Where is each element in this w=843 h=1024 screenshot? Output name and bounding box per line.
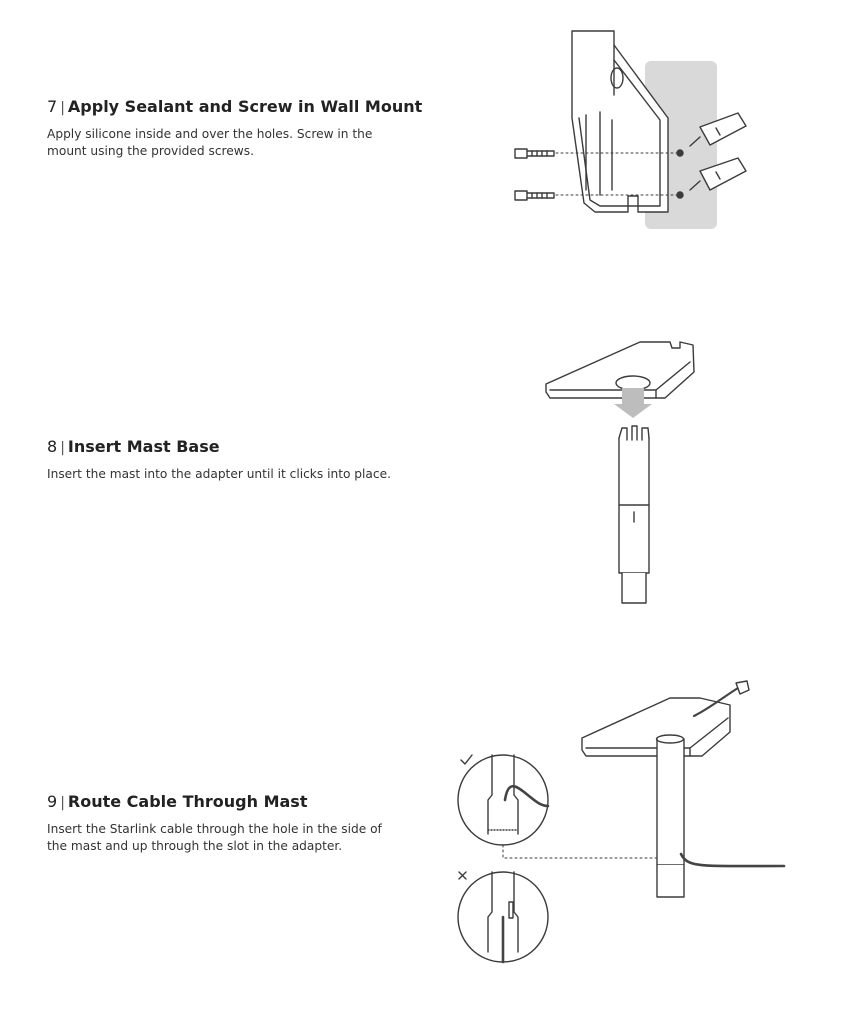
wall-screw-top [515,149,554,158]
wall-screw-bottom [515,191,554,200]
cable-exit [681,854,784,866]
step-7-number: 7 [47,97,58,116]
step-7-description: Apply silicone inside and over the holes. Screw in the mount using the provided screws. [47,127,373,158]
mounted-mast [657,739,684,865]
step-8-description: Insert the mast into the adapter until it clicks into place. [47,467,391,481]
step-7-separator: | [60,100,65,116]
step-8-title: Insert Mast Base [67,437,220,456]
mast-base-illustration [546,342,694,603]
correct-check-mark [461,755,472,764]
step-9-number: 9 [47,792,58,811]
mounted-mast-bottom [657,865,684,897]
mast-clip-tabs [619,426,649,440]
step-9-description: Insert the Starlink cable through the hole in the side of the mast and up through the slot in the adapter. [47,822,382,853]
cable-route-illustration [458,681,784,962]
step-7-title: Apply Sealant and Screw in Wall Mount [67,97,423,116]
wall-hole-bottom [677,192,683,198]
mast-bottom [622,573,646,603]
step-9-title: Route Cable Through Mast [67,792,308,811]
cable-connector [736,681,749,694]
step-9-separator: | [60,795,65,811]
incorrect-x-mark [459,872,466,879]
step-8-number: 8 [47,437,58,456]
step-8-separator: | [60,440,65,456]
detail-leader-line [503,845,657,858]
wall-hole-top [677,150,683,156]
wall-mount-illustration [515,31,746,229]
